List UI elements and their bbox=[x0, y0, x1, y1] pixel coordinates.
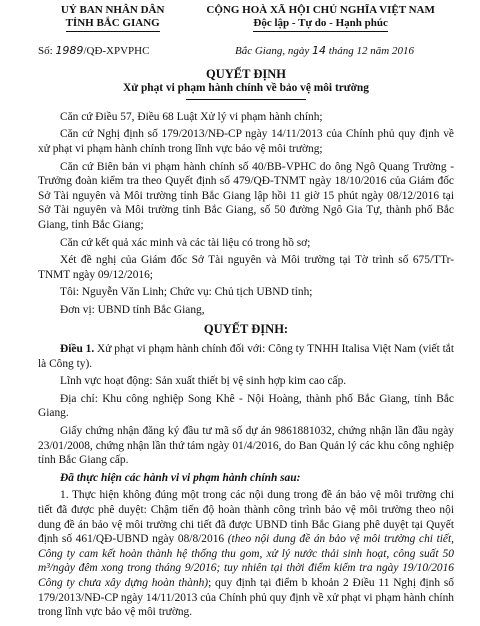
preamble-line: Căn cứ Điều 57, Điều 68 Luật Xử lý vi phạm hành chính; bbox=[60, 110, 323, 123]
article-1-label: Điều 1. bbox=[60, 343, 95, 356]
handwritten-day: 14 bbox=[312, 44, 326, 57]
date-prefix: Bắc Giang, ngày bbox=[235, 45, 310, 57]
document-date bbox=[235, 44, 414, 59]
handwritten-number: 1989 bbox=[55, 44, 84, 57]
violation-1-note: (theo nội dung đề án bảo vệ môi trường chi tiết, Công ty cam kết hoàn thành hệ thống thu gom, xử lý nước thải sinh hoạt, công suất 50 m³/ngày đêm xong trong tháng 9/2016; tuy nhiên tại thời điểm kiểm tra ngày 19/10/2016 Công ty chưa xây dựng hoàn thành) bbox=[38, 533, 454, 589]
violation-1-text: 1. Thực hiện không đúng một trong các nội dung trong đề án bảo vệ môi trường chi tiết đã được phê duyệt: Chậm tiến độ hoàn thành công trình bảo vệ môi trường theo nội dung đề án bảo vệ môi trường chi tiết đã được UBND tỉnh Bắc Giang phê duyệt tại Quyết định số 461/QĐ-UBND ngày 08/8/2016 bbox=[38, 489, 454, 546]
motto-line-2: Độc lập - Tự do - Hạnh phúc bbox=[253, 17, 387, 32]
preamble-line: Đơn vị: UBND tỉnh Bắc Giang, bbox=[60, 303, 205, 316]
body-line: Giấy chứng nhận đăng ký đầu tư mã số dự án 9861881032, chứng nhận lần đầu ngày 23/01/2008, chứng nhận lần thứ tám ngày 01/4/2016, do Ban Quản lý các khu công nghiệp tỉnh Bắc Giang cấp. bbox=[38, 425, 454, 467]
document-title: QUYẾT ĐỊNH bbox=[206, 66, 286, 81]
document-number bbox=[38, 44, 149, 59]
preamble-line: Căn cứ kết quả xác minh và các tài liệu có trong hồ sơ; bbox=[60, 236, 311, 249]
issuing-authority bbox=[38, 4, 187, 32]
number-suffix: /QĐ-XPVPHC bbox=[83, 45, 150, 57]
document-header bbox=[38, 4, 454, 32]
preamble bbox=[38, 110, 454, 318]
authority-line-2: TỈNH BẮC GIANG bbox=[66, 17, 160, 32]
decision-heading: QUYẾT ĐỊNH: bbox=[203, 321, 289, 336]
violations-heading: Đã thực hiện các hành vi vi phạm hành chính sau: bbox=[60, 471, 301, 484]
national-motto bbox=[187, 4, 454, 32]
article-1 bbox=[38, 342, 454, 371]
preamble-line: Căn cứ Biên bản vi phạm hành chính số 40/BB-VPHC do ông Ngô Quang Trường - Trưởng đoàn kiểm tra theo Quyết định số 479/QĐ-TNMT ngày 18/10/2016 của Giám đốc Sở Tài nguyên và Môi trường tỉnh Bắc Giang lập hồi 11 giờ 15 phút ngày 08/12/2016 tại Sở Tài nguyên và Môi trường tỉnh Bắc Giang, số 50 đường Ngô Gia Tự, thành phố Bắc Giang, tỉnh Bắc Giang; bbox=[38, 160, 454, 231]
authority-line-1: UỶ BAN NHÂN DÂN bbox=[60, 4, 165, 16]
document-meta bbox=[38, 44, 454, 59]
violation-1 bbox=[38, 488, 454, 619]
article-1-text: Xử phạt vi phạm hành chính đối với: Công ty TNHH Italisa Việt Nam (viết tắt là Công ty). bbox=[38, 343, 454, 370]
date-suffix: tháng 12 năm 2016 bbox=[328, 45, 414, 57]
preamble-line: Căn cứ Nghị định số 179/2013/NĐ-CP ngày 14/11/2013 của Chính phủ quy định về xử phạt vi phạm hành chính trong lĩnh vực bảo vệ môi trường; bbox=[38, 128, 454, 155]
preamble-line: Xét đề nghị của Giám đốc Sở Tài nguyên và Môi trường tại Tờ trình số 675/TTr-TNMT ngày 09/12/2016; bbox=[38, 254, 454, 281]
violation-1-rule: ; quy định tại điểm b khoản 2 Điều 11 Nghị định số 179/2013/NĐ-CP ngày 14/11/2013 của Chính phủ quy định về xử phạt vi phạm hành chính trong lĩnh vực bảo vệ môi trường. bbox=[38, 577, 454, 619]
body-line: Lĩnh vực hoạt động: Sản xuất thiết bị vệ sinh hợp kim cao cấp. bbox=[60, 375, 347, 388]
motto-line-1: CỘNG HOÀ XÃ HỘI CHỦ NGHĨA VIỆT NAM bbox=[206, 4, 435, 16]
subtitle-divider bbox=[186, 99, 306, 100]
preamble-line: Tôi: Nguyễn Văn Linh; Chức vụ: Chủ tịch UBND tỉnh; bbox=[60, 286, 313, 299]
body-line: Địa chỉ: Khu công nghiệp Song Khê - Nội Hoàng, thành phố Bắc Giang, tỉnh Bắc Giang. bbox=[38, 392, 454, 420]
number-prefix: Số: bbox=[38, 45, 53, 57]
document-subtitle: Xử phạt vi phạm hành chính về bảo vệ môi trường bbox=[123, 82, 369, 95]
